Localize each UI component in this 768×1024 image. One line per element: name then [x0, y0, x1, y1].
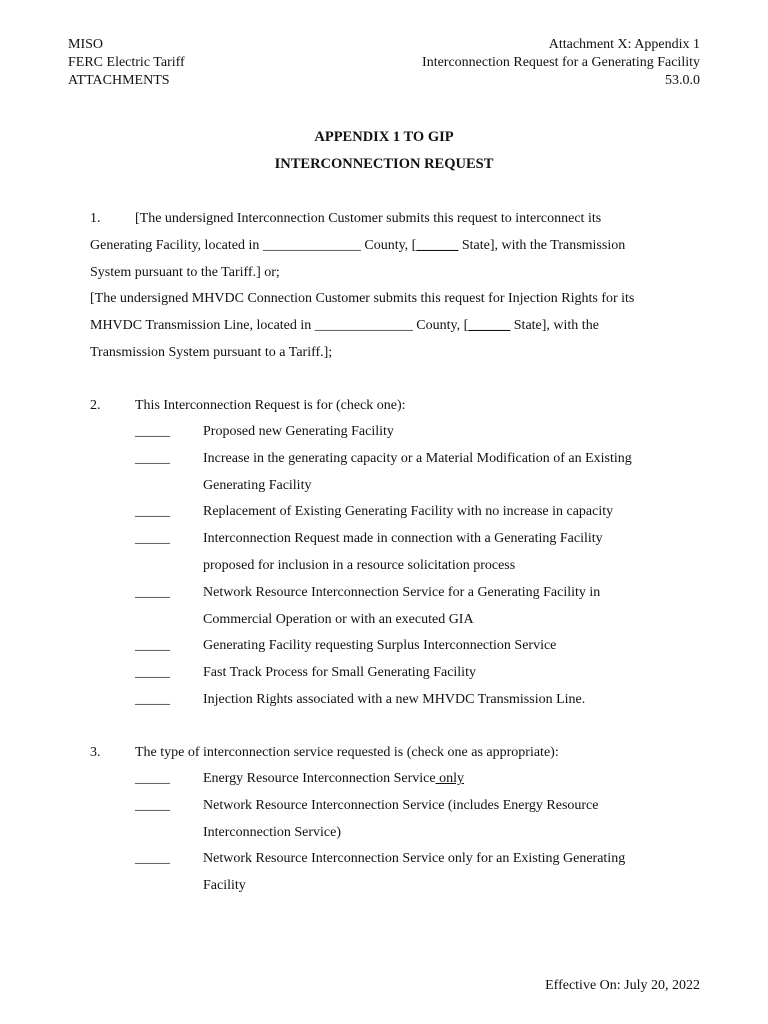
option-nris-includes-eris: _____ Network Resource Interconnection Service (includes Energy Resource Interconnection Service) [90, 793, 700, 847]
section-1-number: 1. [90, 211, 101, 226]
effective-date: Effective On: July 20, 2022 [545, 978, 700, 993]
option-eris-only: _____ Energy Resource Interconnection Service only [90, 766, 700, 793]
page-title: APPENDIX 1 TO GIP [314, 129, 454, 145]
section-2-heading: This Interconnection Request is for (check one): [135, 398, 406, 413]
check-blank: _____ [135, 531, 170, 547]
check-blank: _____ [135, 665, 170, 681]
state-blank-2: ______ [468, 318, 511, 334]
section-3-number: 3. [90, 745, 101, 760]
option-nris-existing: _____ Network Resource Interconnection Service only for an Existing Generating Facility [90, 846, 700, 900]
section-1-line-5c: State], with the [510, 318, 599, 334]
check-blank: _____ [135, 504, 170, 520]
section-1-line-3: System pursuant to the Tariff.] or; [90, 264, 280, 280]
check-blank: _____ [135, 851, 170, 867]
header-attachment: Attachment X: Appendix 1 [548, 37, 700, 52]
header-right [422, 36, 700, 90]
section-1-line-2c: State], with the Transmission [458, 237, 626, 253]
option-nris-commercial: _____ Network Resource Interconnection Service for a Generating Facility in Commercial Operation or with an executed GIA [90, 580, 700, 634]
option-capacity-increase: _____ Increase in the generating capacity or a Material Modification of an Existing Generating Facility [90, 446, 700, 500]
check-blank: _____ [135, 691, 170, 707]
header-version: 53.0.0 [665, 73, 700, 88]
check-blank: _____ [135, 638, 170, 654]
option-injection-rights: _____ Injection Rights associated with a new MHVDC Transmission Line. [90, 687, 700, 714]
section-1-line-2a: Generating Facility, located in ______________ County, [ [90, 237, 417, 253]
check-blank: _____ [135, 424, 170, 439]
option-replacement: _____ Replacement of Existing Generating Facility with no increase in capacity [90, 499, 700, 526]
header-section: ATTACHMENTS [68, 73, 170, 88]
section-3-heading: The type of interconnection service requested is (check one as appropriate): [135, 745, 559, 760]
section-1-line-5a: MHVDC Transmission Line, located in ______________ County, [ [90, 318, 469, 334]
page-subtitle: INTERCONNECTION REQUEST [274, 156, 494, 172]
option-new-facility: _____ Proposed new Generating Facility [90, 419, 700, 446]
option-surplus-service: _____ Generating Facility requesting Surplus Interconnection Service [90, 633, 700, 660]
header-tariff: FERC Electric Tariff [68, 55, 185, 70]
check-blank: _____ [135, 450, 170, 466]
section-1-line-4: [The undersigned MHVDC Connection Customer submits this request for Injection Rights for its [90, 291, 635, 307]
option-fast-track: _____ Fast Track Process for Small Generating Facility [90, 660, 700, 687]
state-blank-1: ______ [416, 237, 459, 253]
section-2-number: 2. [90, 398, 101, 413]
section-2 [90, 392, 700, 714]
section-3 [90, 739, 700, 900]
check-blank: _____ [135, 584, 170, 600]
section-1-line-1: [The undersigned Interconnection Customer submits this request to interconnect its [135, 211, 602, 226]
header-org: MISO [68, 37, 104, 52]
check-blank: _____ [135, 771, 170, 786]
section-1 [90, 206, 700, 367]
header-doc-title: Interconnection Request for a Generating Facility [422, 55, 700, 70]
header-left [68, 36, 185, 90]
check-blank: _____ [135, 797, 170, 813]
section-1-line-6: Transmission System pursuant to a Tariff.]; [90, 344, 333, 360]
option-resource-solicitation: _____ Interconnection Request made in connection with a Generating Facility proposed for inclusion in a resource solicitation process [90, 526, 700, 580]
